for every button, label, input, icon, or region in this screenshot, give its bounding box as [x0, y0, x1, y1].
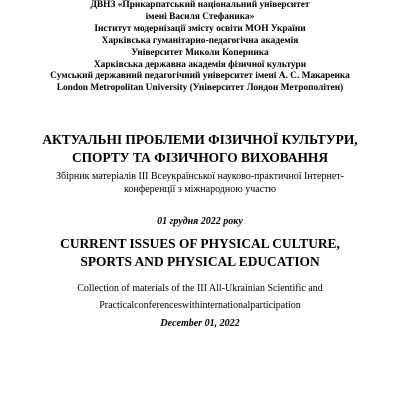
ukrainian-description: [8, 171, 392, 197]
english-description-line-1: Collection of materials of the III All-Ukrainian Scientific and: [77, 283, 323, 294]
ukrainian-title-line-1: АКТУАЛЬНІ ПРОБЛЕМИ ФІЗИЧНОЇ КУЛЬТУРИ,: [42, 132, 358, 147]
english-title-block: [8, 235, 392, 314]
institution-line: Університет Миколи Коперника: [131, 47, 269, 58]
institution-line: Сумський державний педагогічний університет імені А. С. Макаренка: [50, 71, 350, 82]
institution-line: Інститут модернізації змісту освіти МОН України: [94, 23, 306, 34]
english-title-line-2: SPORTS AND PHYSICAL EDUCATION: [80, 253, 320, 269]
ukrainian-description-line-1: Збірник матеріалів ІІІ Всеукраїнської науково-практичної Інтернет-: [56, 171, 344, 182]
institution-line: London Metropolitan University (Університет Лондон Метрополітен): [56, 83, 344, 94]
institutions-list: [20, 0, 380, 95]
english-description-line-2: Practicalconferenceswithinternationalparticipation: [99, 299, 301, 311]
ukrainian-title-block: [8, 131, 392, 197]
ukrainian-title-line-2: СПОРТУ ТА ФІЗИЧНОГО ВИХОВАННЯ: [71, 149, 329, 165]
ukrainian-description-line-2: конференції з міжнародною участю: [124, 183, 276, 195]
institution-line: ДВНЗ «Прикарпатський національний університет: [90, 0, 310, 10]
ukrainian-date: 01 грудня 2022 року: [157, 216, 243, 227]
english-description: [8, 281, 392, 314]
institution-line: Харківська гуманітарно-педагогічна академія: [101, 35, 299, 46]
english-title-line-1: CURRENT ISSUES OF PHYSICAL CULTURE,: [60, 236, 340, 251]
english-date: December 01, 2022: [160, 318, 240, 329]
institution-line: Харківська державна академія фізичної культури: [93, 59, 307, 70]
institution-line: імені Василя Стефаника»: [145, 11, 255, 22]
